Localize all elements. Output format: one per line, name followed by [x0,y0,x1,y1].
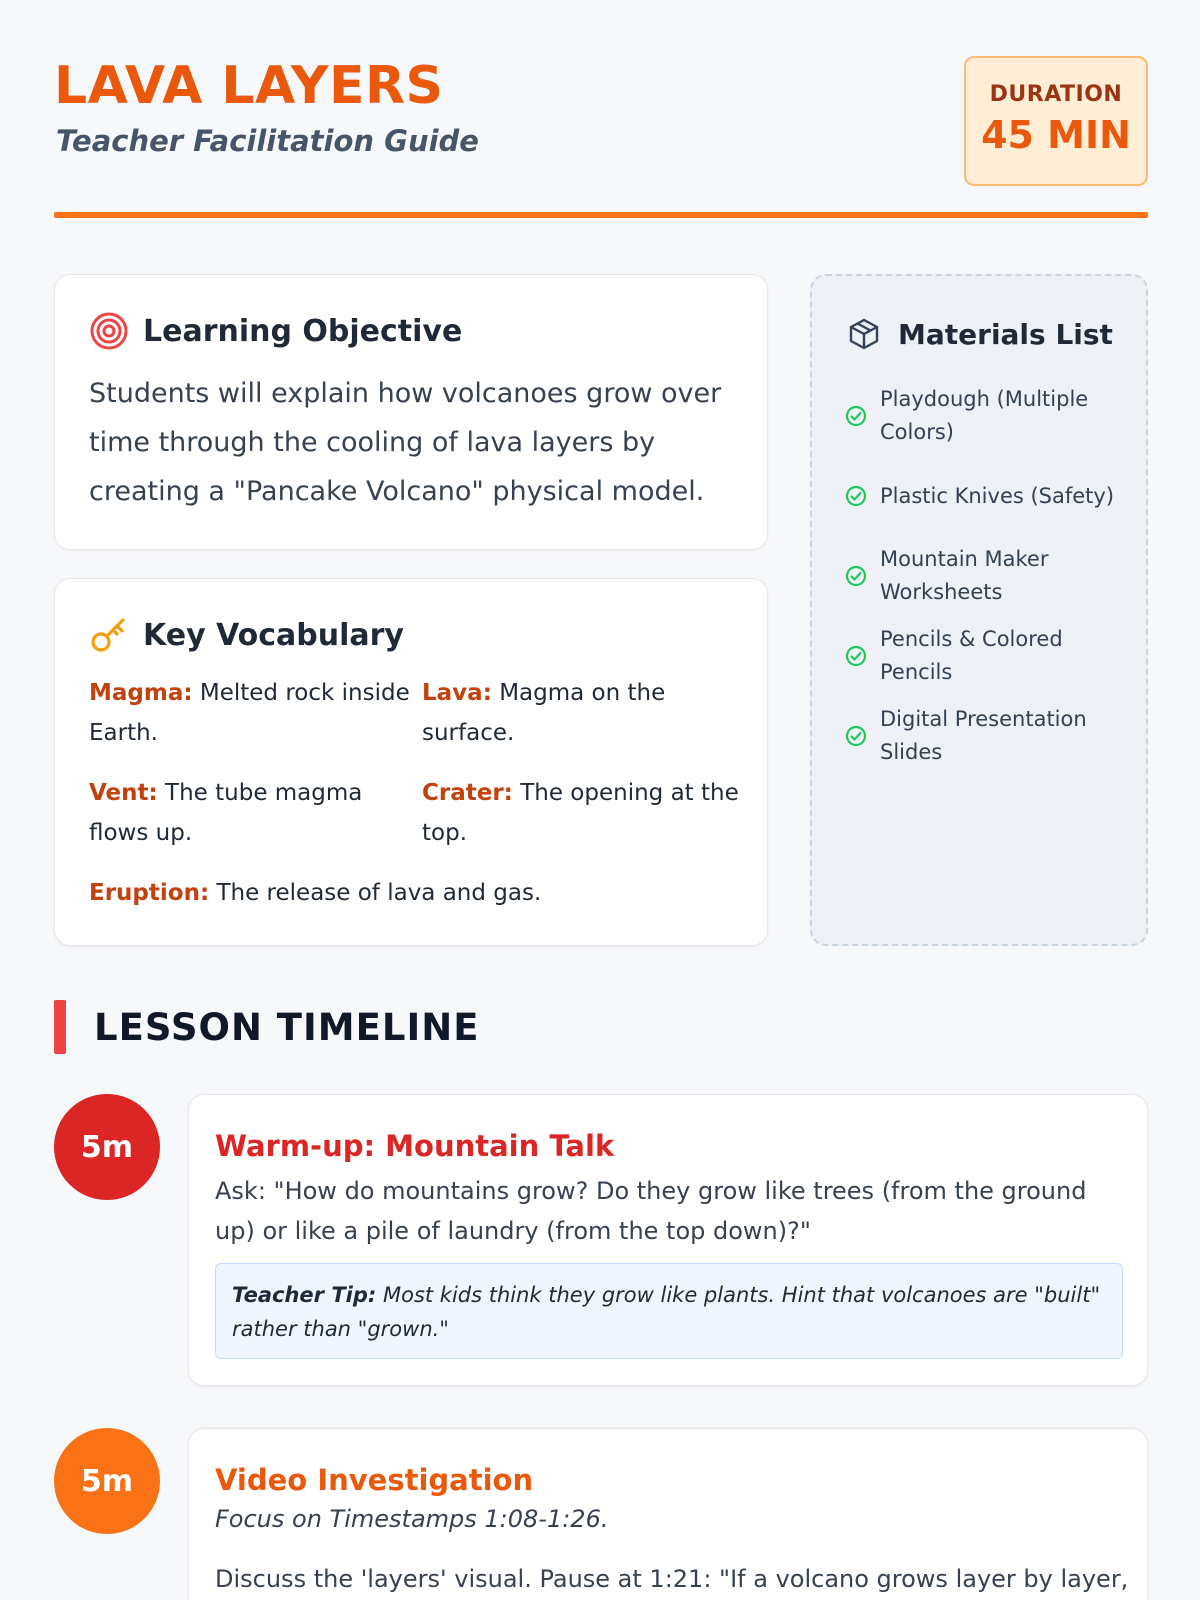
step-card [188,1094,1148,1386]
page-subtitle: Teacher Facilitation Guide [56,124,479,158]
timeline-accent-bar [54,1000,66,1054]
material-label: Pencils & Colored Pencils [880,627,1063,684]
vocab-term-eruption: Eruption: The release of lava and gas. [89,880,542,906]
page-title: LAVA LAYERS [54,56,444,116]
vocab-term-lava: Lava: Magma on the surface. [422,680,666,746]
learning-objective-text: Students will explain how volcanoes grow over time through the cooling of lava layers by creating a "Pancake Volcano" physical model. [89,378,722,507]
material-label: Plastic Knives (Safety) [880,483,1115,508]
key-vocabulary-card [54,578,768,946]
step-card [188,1428,1148,1600]
materials-list [844,376,1134,776]
check-circle-icon [844,724,872,748]
list-item [844,616,1134,696]
header [54,56,1148,186]
vocabulary-list [89,673,739,913]
step-subtitle: Focus on Timestamps 1:08-1:26. [215,1505,609,1533]
check-circle-icon [844,564,872,588]
material-label: Playdough (Multiple Colors) [880,387,1089,444]
check-circle-icon [844,484,872,508]
key-vocabulary-title: Key Vocabulary [143,617,404,653]
teacher-tip-label: Teacher Tip: [232,1283,377,1307]
step-title: Video Investigation [215,1463,534,1497]
step-description: Discuss the 'layers' visual. Pause at 1:21: "If a volcano grows layer by layer, [215,1565,1129,1593]
lesson-timeline-heading [54,1000,479,1054]
vocab-term-crater: Crater: The opening at the top. [422,780,739,846]
key-vocabulary-heading [89,615,404,655]
header-divider [54,212,1148,218]
material-label: Mountain Maker Worksheets [880,547,1049,604]
step-time-badge: 5m [54,1094,160,1200]
vocab-term-vent: Vent: The tube magma flows up. [89,780,363,846]
teacher-tip [215,1263,1123,1359]
material-label: Digital Presentation Slides [880,707,1087,764]
lesson-timeline-title: LESSON TIMELINE [94,1005,480,1049]
target-icon [89,311,129,351]
key-icon [89,615,129,655]
learning-objective-card [54,274,768,550]
list-item [844,456,1134,536]
lesson-guide-page [54,0,1148,1600]
learning-objective-heading [89,311,462,351]
materials-heading [844,314,1113,354]
teacher-tip-text: Most kids think they grow like plants. Hint that volcanoes are "built" rather than "grown." [232,1283,1101,1341]
learning-objective-title: Learning Objective [143,313,463,349]
duration-label: DURATION [989,82,1123,107]
materials-list-card [810,274,1148,946]
step-description: Ask: "How do mountains grow? Do they grow like trees (from the ground up) or like a pile of laundry (from the top down)?" [215,1177,1087,1245]
check-circle-icon [844,644,872,668]
list-item [844,536,1134,616]
list-item [844,376,1134,456]
list-item [844,696,1134,776]
step-title: Warm-up: Mountain Talk [215,1129,615,1163]
duration-badge [964,56,1148,186]
step-time-badge: 5m [54,1428,160,1534]
box-icon [844,314,884,354]
materials-title: Materials List [898,317,1113,351]
check-circle-icon [844,404,872,428]
vocab-term-magma: Magma: Melted rock inside Earth. [89,680,410,746]
duration-value: 45 MIN [981,113,1131,157]
